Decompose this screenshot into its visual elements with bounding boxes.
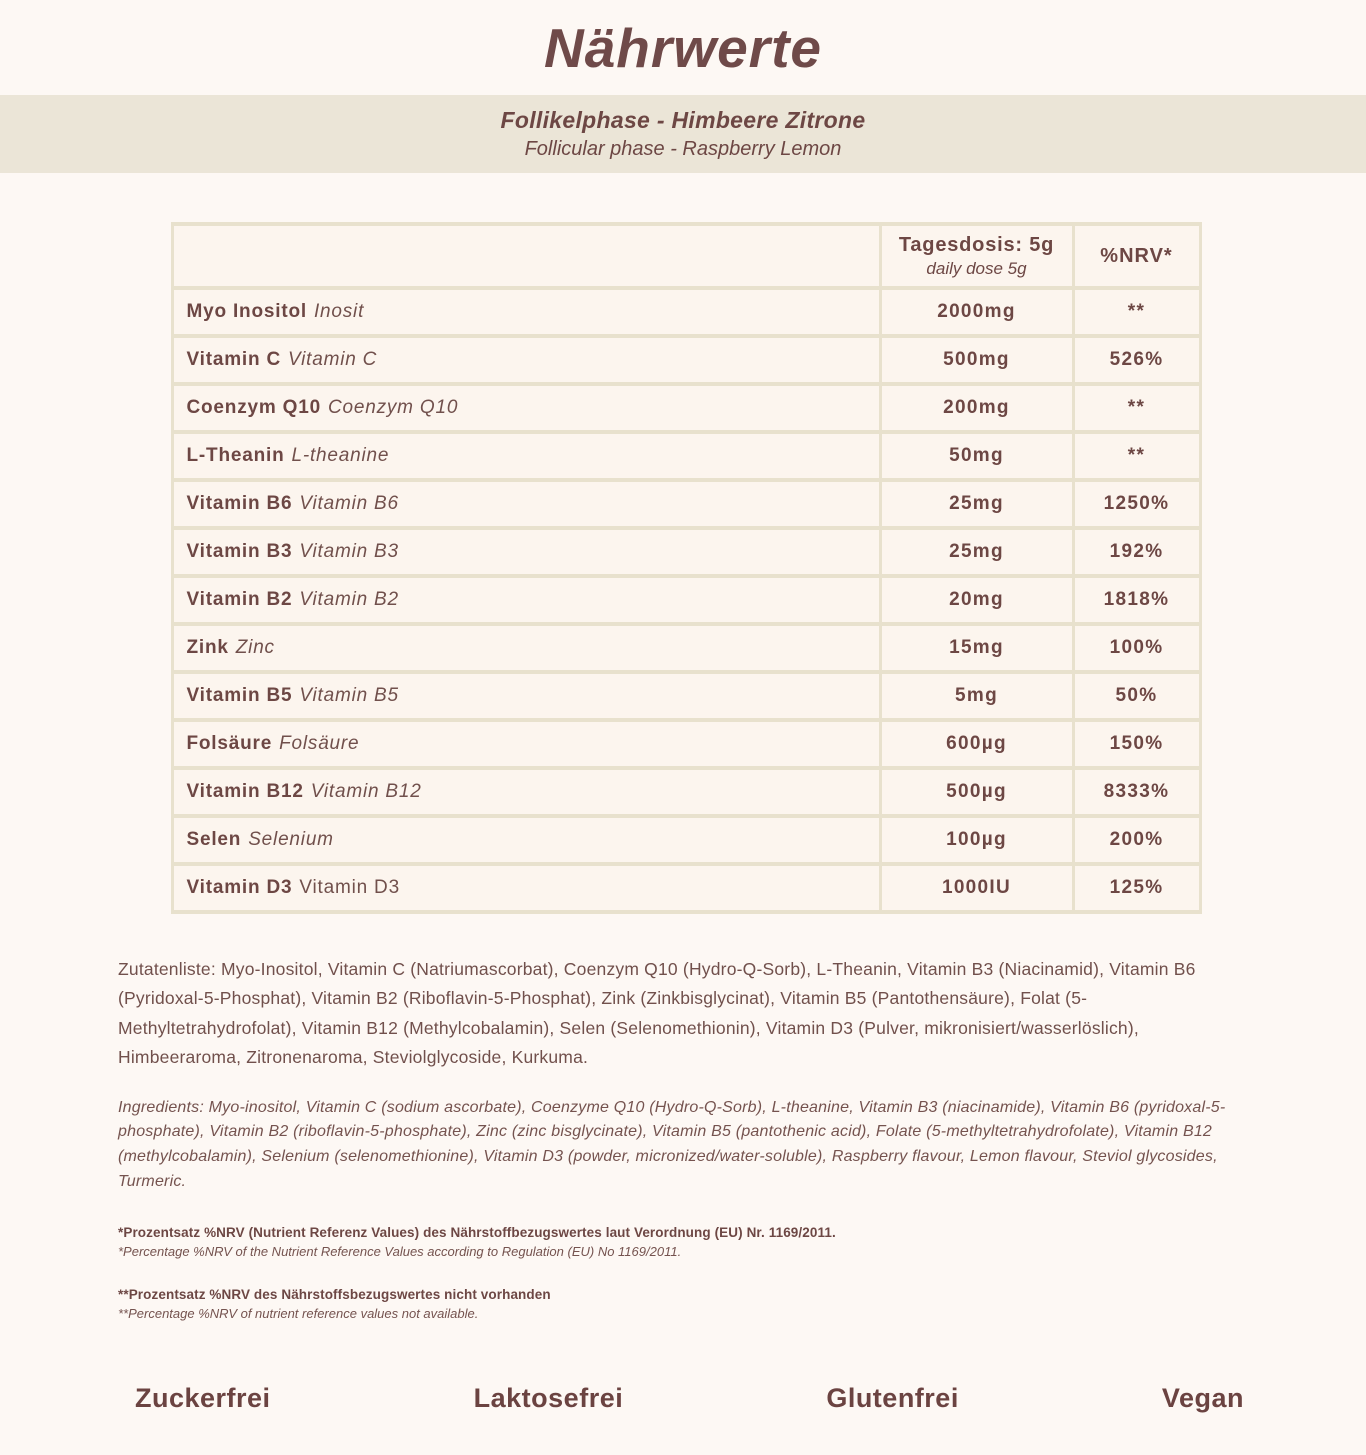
footnote-nrv <box>118 1225 1248 1259</box>
nutrient-name-cell <box>174 578 879 622</box>
nutrient-name-cell <box>174 338 879 382</box>
nutrient-name-german: Vitamin B2 <box>186 589 293 610</box>
nutrient-nrv-cell: 1250% <box>1075 482 1199 526</box>
badge-laktosefrei: Laktosefrei <box>473 1382 624 1413</box>
nutrient-name-english: Vitamin B12 <box>310 781 422 802</box>
nutrient-amount-cell: 2000mg <box>882 290 1072 334</box>
nutrient-name-english: Vitamin C <box>287 349 378 370</box>
dose-label-german: Tagesdosis: 5g <box>898 233 1055 256</box>
nutrient-name-german: Zink <box>186 637 229 658</box>
table-row <box>174 530 1199 574</box>
nutrient-amount-cell: 1000IU <box>882 866 1072 910</box>
table-row <box>174 626 1199 670</box>
nutrient-name-english: Vitamin B2 <box>299 589 399 610</box>
nutrient-name-cell <box>174 722 879 766</box>
header-nrv-cell: %NRV* <box>1075 226 1199 286</box>
nutrient-amount-cell: 200mg <box>882 386 1072 430</box>
badge-zuckerfrei: Zuckerfrei <box>135 1382 271 1413</box>
nutrient-name-cell <box>174 290 879 334</box>
nutrient-name-english: Inosit <box>313 301 365 322</box>
table-row <box>174 578 1199 622</box>
footnote-no-nrv-english: **Percentage %NRV of nutrient reference values not available. <box>118 1305 479 1321</box>
nutrient-name-english: Folsäure <box>279 733 360 754</box>
nutrient-name-german: Vitamin D3 <box>186 877 293 898</box>
nutrient-amount-cell: 20mg <box>882 578 1072 622</box>
nutrient-name-german: Vitamin B12 <box>186 781 304 802</box>
nutrient-amount-cell: 25mg <box>882 530 1072 574</box>
nutrient-nrv-cell: 1818% <box>1075 578 1199 622</box>
table-row <box>174 866 1199 910</box>
table-row <box>174 818 1199 862</box>
nutrient-nrv-cell: ** <box>1075 386 1199 430</box>
nutrient-amount-cell: 100µg <box>882 818 1072 862</box>
nutrient-nrv-cell: 125% <box>1075 866 1199 910</box>
nutrient-name-german: Folsäure <box>186 733 273 754</box>
badge-vegan: Vegan <box>1161 1382 1244 1413</box>
nutrient-name-german: Coenzym Q10 <box>186 397 321 418</box>
nutrient-name-german: Myo Inositol <box>186 301 307 322</box>
nutrient-nrv-cell: 50% <box>1075 674 1199 718</box>
nutrient-name-english: Selenium <box>248 829 334 850</box>
nutrient-name-cell <box>174 386 879 430</box>
nutrient-name-english: L-theanine <box>291 445 390 466</box>
nutrient-amount-cell: 500mg <box>882 338 1072 382</box>
badge-glutenfrei: Glutenfrei <box>826 1382 959 1413</box>
nutrient-name-german: Selen <box>186 829 242 850</box>
nutrient-nrv-cell: ** <box>1075 290 1199 334</box>
nutrient-name-german: Vitamin B6 <box>186 493 293 514</box>
table-row <box>174 722 1199 766</box>
nutrient-nrv-cell: 100% <box>1075 626 1199 670</box>
nutrient-amount-cell: 25mg <box>882 482 1072 526</box>
table-row <box>174 338 1199 382</box>
nutrient-name-cell <box>174 530 879 574</box>
page-title: Nährwerte <box>544 16 822 79</box>
header-empty-cell <box>174 226 879 286</box>
dose-label-english: daily dose 5g <box>926 258 1027 278</box>
table-row <box>174 770 1199 814</box>
nutrient-name-german: L-Theanin <box>186 445 285 466</box>
nutrient-name-german: Vitamin C <box>186 349 281 370</box>
subtitle-german: Follikelphase - Himbeere Zitrone <box>500 107 866 133</box>
nutrient-name-english: Vitamin B3 <box>299 541 399 562</box>
ingredients-german: Zutatenliste: Myo-Inositol, Vitamin C (Natriumascorbat), Coenzym Q10 (Hydro-Q-Sorb), L-Theanin, Vitamin B3 (Niacinamid), Vitamin B6 (Pyridoxal-5-Phosphat), Vitamin B2 (Riboflavin-5-Phosphat), Zink (Zinkbisglycinat), Vitamin B5 (Pantothensäure), Folat (5-Methyltetrahydrofolat), Vitamin B12 (Methylcobalamin), Selen (Selenomethionin), Vitamin D3 (Pulver, mikronisiert/wasserlöslich), Himbeeraroma, Zitronenaroma, Steviolglycoside, Kurkuma. <box>118 959 1196 1068</box>
nutrient-name-cell <box>174 626 879 670</box>
table-row <box>174 434 1199 478</box>
nutrient-nrv-cell: 200% <box>1075 818 1199 862</box>
nutrient-name-german: Vitamin B3 <box>186 541 293 562</box>
nutrient-name-cell <box>174 770 879 814</box>
nutrient-amount-cell: 50mg <box>882 434 1072 478</box>
table-row <box>174 386 1199 430</box>
table-row <box>174 482 1199 526</box>
nutrient-name-german: Vitamin B5 <box>186 685 293 706</box>
table-row <box>174 290 1199 334</box>
ingredients-english: Ingredients: Myo-inositol, Vitamin C (sodium ascorbate), Coenzyme Q10 (Hydro-Q-Sorb), L-theanine, Vitamin B3 (niacinamide), Vitamin B6 (pyridoxal-5-phosphate), Vitamin B2 (riboflavin-5-phosphate), Zinc (zinc bisglycinate), Vitamin B5 (pantothenic acid), Folate (5-methyltetrahydrofolate), Vitamin B12 (methylcobalamin), Selenium (selenomethionine), Vitamin D3 (powder, micronized/water-soluble), Raspberry flavour, Lemon flavour, Steviol glycosides, Turmeric. <box>118 1098 1226 1190</box>
nutrient-name-english: Vitamin D3 <box>299 877 400 898</box>
nutrient-name-cell <box>174 866 879 910</box>
footnote-nrv-german: *Prozentsatz %NRV (Nutrient Referenz Values) des Nährstoffbezugswertes laut Verordnung (EU) Nr. 1169/2011. <box>118 1224 836 1240</box>
nutrient-name-cell <box>174 674 879 718</box>
nutrient-name-english: Vitamin B5 <box>299 685 399 706</box>
header-dose-cell <box>882 226 1072 286</box>
badges <box>0 1383 1366 1414</box>
nutrient-amount-cell: 600µg <box>882 722 1072 766</box>
nutrient-name-english: Zinc <box>235 637 275 658</box>
table-row <box>174 674 1199 718</box>
footnote-no-nrv-german: **Prozentsatz %NRV des Nährstoffsbezugswertes nicht vorhanden <box>118 1286 551 1302</box>
nutrient-nrv-cell: 8333% <box>1075 770 1199 814</box>
footnote-nrv-english: *Percentage %NRV of the Nutrient Reference Values according to Regulation (EU) No 1169/2011. <box>118 1243 682 1259</box>
table-header-row <box>174 226 1199 286</box>
nutrient-nrv-cell: 192% <box>1075 530 1199 574</box>
nutrient-name-english: Vitamin B6 <box>299 493 399 514</box>
page-header <box>0 0 1366 95</box>
nutrient-name-cell <box>174 434 879 478</box>
nutrients-table-wrap <box>171 222 1196 914</box>
footnote-no-nrv <box>118 1287 1248 1321</box>
nutrients-table <box>171 222 1202 914</box>
nutrient-amount-cell: 15mg <box>882 626 1072 670</box>
nutrient-nrv-cell: ** <box>1075 434 1199 478</box>
subtitle-english: Follicular phase - Raspberry Lemon <box>524 138 842 160</box>
nutrient-nrv-cell: 526% <box>1075 338 1199 382</box>
nutrient-rows <box>174 290 1199 910</box>
nutrients-table-head <box>174 226 1199 286</box>
nutrient-name-cell <box>174 818 879 862</box>
nutrient-nrv-cell: 150% <box>1075 722 1199 766</box>
nutrient-name-english: Coenzym Q10 <box>327 397 459 418</box>
nutrient-amount-cell: 500µg <box>882 770 1072 814</box>
nutrient-amount-cell: 5mg <box>882 674 1072 718</box>
flavor-band <box>0 95 1366 173</box>
nutrient-name-cell <box>174 482 879 526</box>
